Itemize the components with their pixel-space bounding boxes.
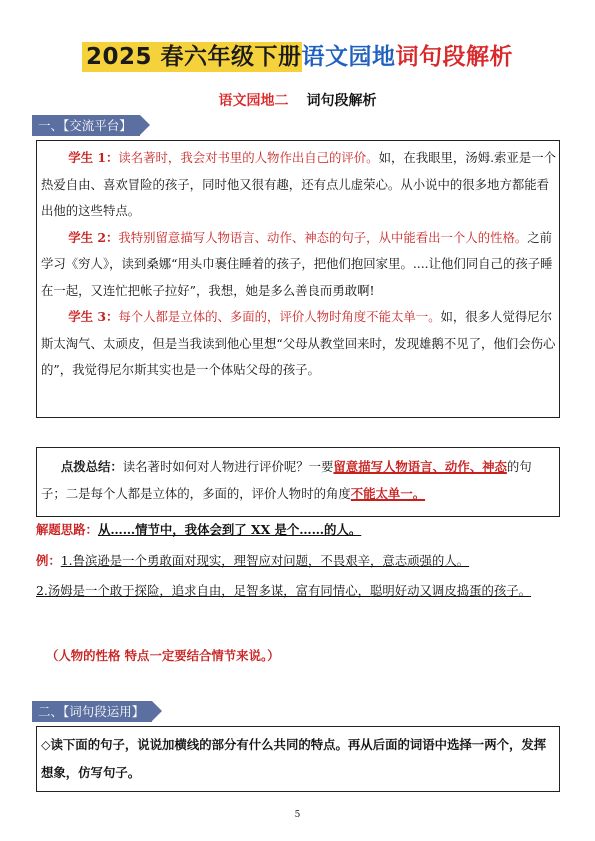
speaker-label: 学生 2： [68, 229, 119, 245]
summary-text-2: 的句子；二是每个人都是立体的，多面的，评价人物时的角度 [41, 459, 532, 501]
usage-instruction: ◇读下面的句子，说说加横线的部分有什么共同的特点。再从后面的词语中选择一两个，发挥 想象，仿写句子。 [41, 737, 547, 780]
summary-text-1: 读名著时如何对人物进行评价呢？一要 [122, 459, 334, 474]
example-label: 例： [36, 553, 61, 568]
summary-paragraph [41, 454, 555, 507]
example-line-1 [36, 548, 564, 575]
highlight-text: 每个人都是立体的、多面的，评价人物时角度不能太单一。 [118, 309, 441, 324]
subtitle-left: 语文园地二 [218, 93, 289, 109]
subtitle [0, 90, 595, 110]
page-number: 5 [294, 810, 301, 820]
example-2: 2.汤姆是一个敢于探险，追求自由，足智多谋，富有同情心，聪明好动又调皮捣蛋的孩子。 [36, 583, 532, 598]
title-part-c: 词句段解析 [395, 44, 514, 70]
student-paragraph [41, 304, 559, 384]
title-part-a: 2025 春六年级下册 [82, 42, 302, 72]
example-1: 1.鲁滨逊是一个勇敢面对现实，理智应对问题，不畏艰辛，意志顽强的人。 [60, 553, 470, 568]
speaker-label: 学生 1： [68, 150, 119, 165]
note-text: （人物的性格 特点一定要结合情节来说。） [46, 648, 280, 663]
title-wrap [0, 40, 595, 74]
section-tag-usage: 二、【词句段运用】 [32, 701, 152, 722]
student-paragraph [41, 225, 559, 305]
page-title [82, 40, 513, 74]
highlight-text: 读名著时，我会对书里的人物作出自己的评价。 [118, 150, 379, 165]
speaker-label: 学生 3： [68, 309, 119, 324]
example-note [46, 643, 574, 670]
exchange-box [36, 140, 560, 418]
body-text: 之前学习《穷人》，读到桑娜“用头巾裹住睡着的孩子，把他们抱回家里。....让他们同自己的孩子睡在一起，又连忙把帐子拉好”，我想，她是多么善良而勇敢啊! [41, 229, 553, 298]
section-tag-exchange: 一、【交流平台】 [32, 115, 140, 136]
subtitle-right: 词句段解析 [306, 93, 377, 109]
summary-box [36, 447, 560, 517]
title-part-b: 语文园地 [301, 44, 396, 70]
approach-line [36, 517, 564, 544]
summary-underline-2: 不能太单一。 [350, 485, 426, 501]
summary-underline-1: 留意描写人物语言、动作、神态 [333, 459, 507, 474]
body-text: 如，在我眼里，汤姆.索亚是一个热爱自由、喜欢冒险的孩子，同时他又很有趣，还有点儿虚荣心。从小说中的很多地方都能看出他的这些特点。 [41, 150, 556, 218]
approach-label: 解题思路： [36, 522, 98, 537]
summary-label: 点拨总结： [60, 459, 123, 474]
student-paragraph [41, 145, 559, 225]
approach-text: 从……情节中，我体会到了 XX 是个……的人。 [97, 522, 362, 537]
usage-box [36, 726, 560, 792]
highlight-text: 我特别留意描写人物语言、动作、神态的句子，从中能看出一个人的性格。 [118, 229, 528, 245]
body-text: 如，很多人觉得尼尔斯太淘气、太顽皮，但是当我读到他心里想“父母从教堂回来时，发现雄鹅不见了，他们会伤心的”，我觉得尼尔斯其实也是一个体贴父母的孩子。 [41, 309, 556, 377]
